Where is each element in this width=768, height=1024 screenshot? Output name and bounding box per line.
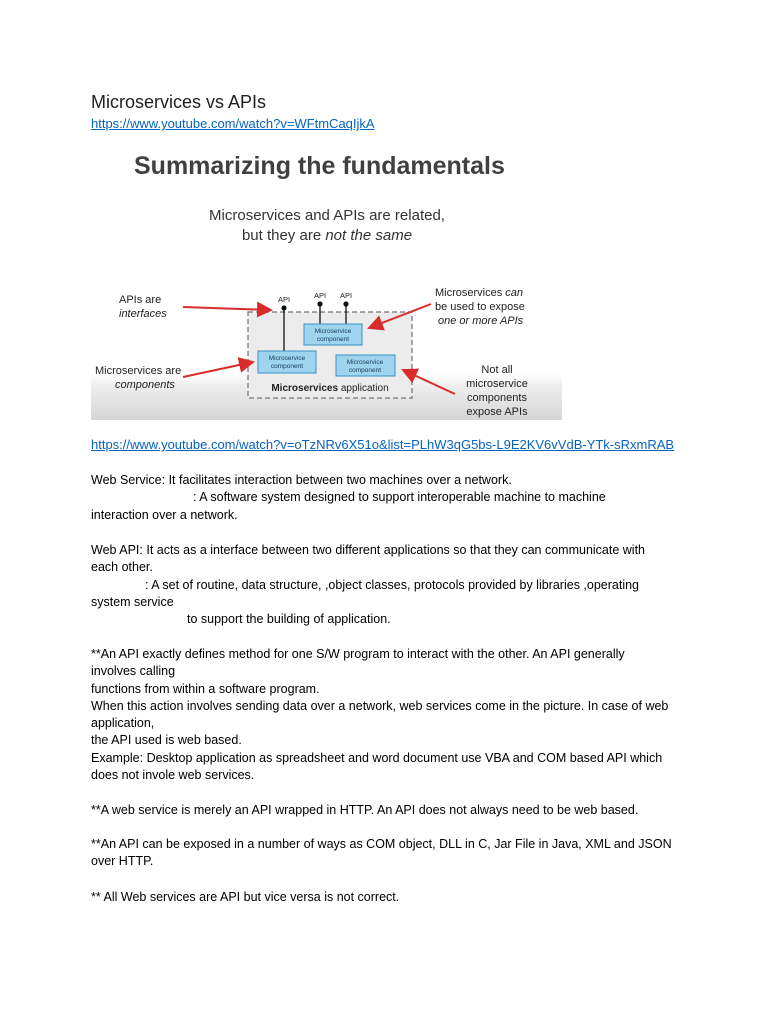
label-not-all-1: Not all [481,364,513,376]
component-left-line1: Microservice [268,355,306,362]
slide-subtitle-line2: but they are not the same [241,227,413,244]
arrow-components [183,362,253,377]
document-title: Microservices vs APIs [91,92,267,112]
label-apis-are: APIs are [119,294,162,306]
api-label-1: API [277,295,291,304]
text-line: **An API can be exposed in a number of ways as COM object, DLL in C, Jar File in Java, XML and JSON [91,837,672,851]
text-line: interaction over a network. [91,507,238,522]
paragraph-api-definition [91,646,691,784]
label-not-all-2: microservice [466,378,528,390]
text-line: involves calling [91,664,176,679]
label-be-used: be used to expose [435,301,525,313]
paragraph-web-service [91,472,691,524]
arrow-interfaces [183,307,271,310]
label-one-or-more: one or more APIs [438,315,524,327]
text-line: to support the building of application. [187,612,391,627]
text-line: over HTTP. [91,854,154,869]
label-interfaces: interfaces [119,308,167,320]
text-line: : A software system designed to support interoperable machine to machine [193,490,606,505]
slide-subtitle-line1: Microservices and APIs are related, [209,207,445,224]
microservices-app-label: Microservices application [271,383,389,394]
text-line: functions from within a software program. [91,681,320,696]
slide-image [91,132,562,420]
component-right-line2: component [348,367,382,374]
text-line: does not invole web services. [91,768,255,783]
component-top-line1: Microservice [314,328,352,335]
youtube-link-2[interactable]: https://www.youtube.com/watch?v=oTzNRv6X51o&list=PLhW3qG5bs-L9E2KV6vVdB-YTk-sRxmRAB [91,437,675,452]
slide-heading: Summarizing the fundamentals [134,152,505,180]
text-line: Web Service: It facilitates interaction between two machines over a network. [91,473,512,487]
label-not-all-3: components [467,392,527,404]
text-line: ** All Web services are API but vice versa is not correct. [91,890,400,904]
text-line: : A set of routine, data structure, ,object classes, protocols provided by libraries ,operating [145,577,640,592]
text-line: each other. [91,560,153,575]
component-top-line2: component [316,336,350,343]
youtube-link-1[interactable]: https://www.youtube.com/watch?v=WFtmCaqIjkA [91,116,375,131]
component-left-line2: component [270,363,304,370]
text-line: Web API: It acts as a interface between two different applications so that they can communicate with [91,543,646,557]
label-ms-can: Microservices can [435,287,524,299]
paragraph-web-api [91,542,691,628]
paragraph-web-service-http [91,802,691,819]
paragraph-all-web-services [91,889,691,906]
text-line: the API used is web based. [91,733,242,748]
text-line: system service [91,594,174,609]
label-components: components [115,379,175,391]
api-label-2: API [313,291,327,300]
text-line: Example: Desktop application as spreadsheet and word document use VBA and COM based API which [91,750,663,765]
text-line: **A web service is merely an API wrapped in HTTP. An API does not always need to be web based. [91,803,639,817]
text-line: **An API exactly defines method for one S/W program to interact with the other. An API generally [91,647,625,661]
text-line: application, [91,716,155,731]
label-ms-are: Microservices are [95,365,182,377]
api-label-3: API [339,291,353,300]
component-right-line1: Microservice [346,359,384,366]
label-not-all-4: expose APIs [466,406,528,418]
paragraph-api-exposed [91,836,691,871]
text-line: When this action involves sending data over a network, web services come in the picture. In case of web [91,698,669,713]
